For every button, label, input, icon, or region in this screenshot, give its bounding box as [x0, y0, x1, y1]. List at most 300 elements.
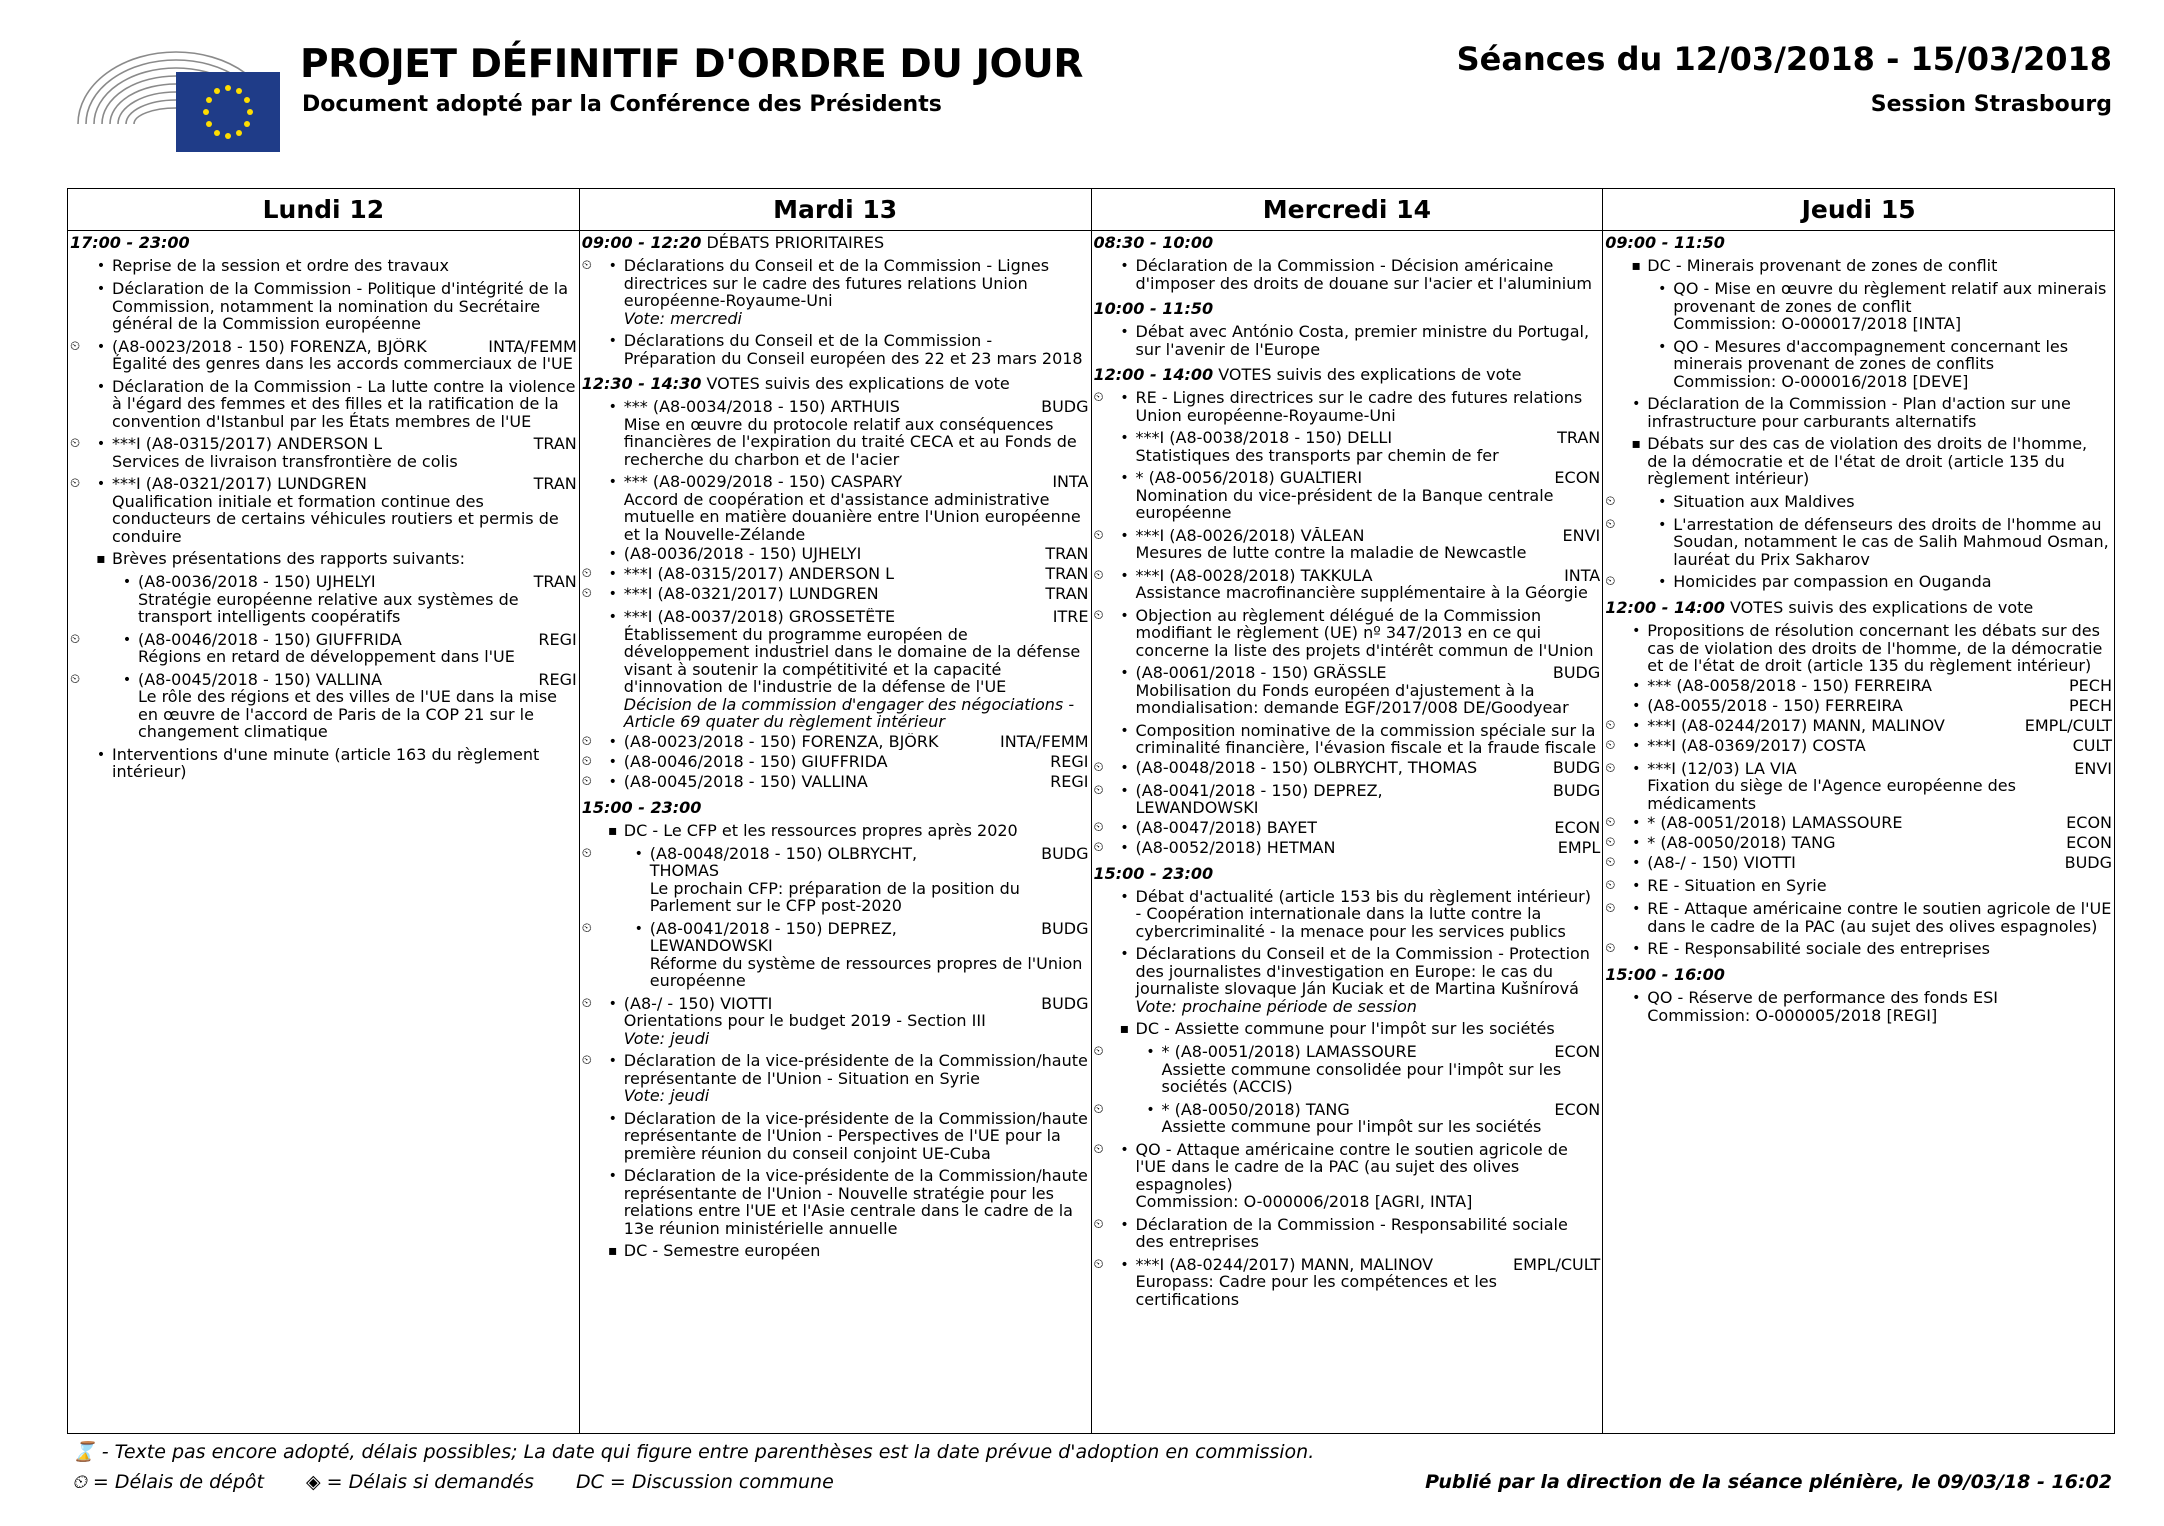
- agenda-item: [582, 565, 1089, 583]
- day-header: Jeudi 15: [1603, 189, 2114, 231]
- time-range: 15:00 - 23:00: [581, 797, 702, 817]
- item-note: Vote: jeudi: [623, 1028, 710, 1048]
- agenda-item: [582, 1052, 1089, 1105]
- committee-code: ITRE: [1052, 607, 1089, 626]
- deadline-clock-icon: ⏲: [581, 258, 592, 273]
- bullet-icon: •: [634, 845, 643, 862]
- item-reference-line: [1136, 782, 1601, 800]
- item-content: [1673, 516, 2112, 569]
- committee-code: BUDG: [1552, 757, 1601, 777]
- deadline-clock-icon: ⏲: [1605, 855, 1616, 870]
- item-content: [1136, 819, 1601, 837]
- bullet-icon: •: [1658, 338, 1667, 355]
- agenda-item: [1605, 834, 2112, 852]
- agenda-item: [582, 733, 1089, 751]
- bullet-icon: •: [1120, 782, 1129, 799]
- item-text: LEWANDOWSKI: [1135, 798, 1259, 817]
- item-text: Assiette commune pour l'impôt sur les sociétés: [1161, 1117, 1542, 1136]
- item-content: [624, 773, 1089, 791]
- item-content: [624, 753, 1089, 771]
- bullet-icon: •: [1146, 1044, 1155, 1060]
- time-slot: [1094, 234, 1601, 252]
- committee-code: TRAN: [533, 474, 577, 493]
- agenda-item: [582, 257, 1089, 327]
- item-content: [1136, 389, 1601, 424]
- item-text: Services de livraison transfrontière de colis: [112, 451, 458, 471]
- item-reference-line: [650, 845, 1089, 863]
- report-reference: (A8-0036/2018 - 150) UJHELYI: [138, 573, 376, 591]
- committee-code: INTA/FEMM: [488, 336, 577, 356]
- committee-code: PECH: [2069, 675, 2112, 695]
- report-reference: * (A8-0050/2018) TANG: [1161, 1100, 1350, 1118]
- item-text: DC - Le CFP et les ressources propres après 2020: [623, 820, 1018, 840]
- report-reference: ***I (A8-0315/2017) ANDERSON L: [623, 565, 895, 583]
- item-text: QO - Mesures d'accompagnement concernant les minerais provenant de zones de conflits: [1673, 336, 2069, 373]
- bullet-icon: •: [1632, 396, 1641, 412]
- item-reference-line: [1647, 834, 2112, 852]
- item-content: [624, 608, 1089, 731]
- agenda-item: [1094, 1141, 1601, 1211]
- agenda-item: [582, 920, 1089, 990]
- committee-code: TRAN: [533, 434, 577, 453]
- item-content: [138, 671, 577, 741]
- deadline-clock-icon: ⏲: [1605, 901, 1616, 916]
- agenda-item: [1605, 760, 2112, 813]
- report-reference: (A8-0023/2018 - 150) FORENZA, BJÖRK: [112, 337, 427, 355]
- agenda-item: [1094, 1101, 1601, 1136]
- legend-joint-discussion: DC = Discussion commune: [575, 1471, 834, 1493]
- item-reference-line: [1136, 429, 1601, 447]
- committee-code: ECON: [1554, 1042, 1601, 1061]
- agenda-item: [582, 845, 1089, 915]
- committee-code: EMPL: [1557, 837, 1601, 857]
- bullet-icon: •: [1120, 665, 1129, 681]
- item-text: RE - Situation en Syrie: [1647, 876, 1827, 895]
- deadline-clock-icon: ⏲: [581, 920, 592, 936]
- agenda-item: [1094, 1043, 1601, 1096]
- document-title: PROJET DÉFINITIF D'ORDRE DU JOUR: [300, 42, 1083, 87]
- item-content: [1673, 493, 2112, 511]
- item-reference-line: [624, 995, 1089, 1013]
- bullet-icon: •: [608, 258, 617, 274]
- bullet-icon: •: [1658, 281, 1667, 297]
- item-content: [1136, 722, 1601, 757]
- item-text: Le prochain CFP: préparation de la position du Parlement sur le CFP post-2020: [649, 878, 1020, 915]
- deadline-clock-icon: ⏲: [581, 995, 592, 1011]
- bullet-icon: •: [1632, 878, 1641, 894]
- time-slot: [582, 375, 1089, 393]
- item-text: Déclaration de la vice-présidente de la Commission/haute représentante de l'Union - Nouvelle stratégie pour les relations entre l'UE et l'Asie centrale dans le cadre de la 13e réunion ministérielle annuelle: [623, 1166, 1088, 1238]
- day-column: [1092, 189, 1604, 1433]
- time-range: 12:00 - 14:00: [1605, 598, 1725, 617]
- agenda-item: [582, 1167, 1089, 1237]
- report-reference: (A8-0041/2018 - 150) DEPREZ,: [1135, 781, 1383, 799]
- bullet-icon: •: [96, 746, 106, 763]
- item-content: [1647, 677, 2112, 695]
- deadline-clock-icon: ⏲: [70, 338, 81, 354]
- deadline-clock-icon: ⏲: [1093, 819, 1104, 835]
- bullet-icon: •: [1120, 1216, 1129, 1233]
- bullet-icon: •: [122, 574, 132, 590]
- item-reference-line: [1136, 839, 1601, 857]
- bullet-icon: •: [608, 995, 617, 1012]
- day-header: Mercredi 14: [1092, 189, 1603, 231]
- deadline-clock-icon: ⏲: [70, 476, 81, 491]
- bullet-icon: •: [1120, 527, 1129, 544]
- agenda-item: [582, 1110, 1089, 1163]
- time-slot-label: VOTES suivis des explications de vote: [706, 374, 1010, 393]
- committee-code: BUDG: [1041, 918, 1089, 938]
- item-reference-line: [1647, 737, 2112, 755]
- report-reference: ***I (12/03) LA VIA: [1647, 759, 1797, 777]
- item-content: [112, 338, 577, 373]
- deadline-clock-icon: ⏲: [70, 671, 81, 687]
- agenda-item: [582, 545, 1089, 563]
- item-text: DC - Assiette commune pour l'impôt sur les sociétés: [1135, 1019, 1555, 1038]
- item-reference-line: [624, 753, 1089, 771]
- agenda-item: [1094, 782, 1601, 817]
- item-content: [138, 573, 577, 626]
- item-text: Mesures de lutte contre la maladie de Newcastle: [1135, 543, 1527, 562]
- agenda-item: [1094, 1256, 1601, 1309]
- report-reference: *** (A8-0058/2018 - 150) FERREIRA: [1647, 676, 1932, 694]
- report-reference: (A8-0047/2018) BAYET: [1135, 818, 1318, 836]
- agenda-item: [1094, 607, 1601, 660]
- agenda-item: [1605, 854, 2112, 872]
- agenda-item: [1605, 697, 2112, 715]
- square-bullet-icon: ▪: [1119, 1021, 1130, 1037]
- item-text: Mise en œuvre du protocole relatif aux conséquences financières de l'expiration du traité CECA et au Fonds de recherche du charbon et de l'acier: [623, 414, 1077, 469]
- square-bullet-icon: ▪: [1631, 436, 1641, 452]
- item-text: Statistiques des transports par chemin de fer: [1135, 445, 1499, 465]
- time-range: 12:30 - 14:30: [581, 374, 702, 393]
- report-reference: ***I (A8-0369/2017) COSTA: [1647, 736, 1866, 754]
- item-reference-line: [1162, 1043, 1601, 1061]
- report-reference: ***I (A8-0315/2017) ANDERSON L: [112, 435, 383, 453]
- bullet-icon: •: [1632, 835, 1641, 851]
- item-text: Composition nominative de la commission spéciale sur la criminalité financière, l'évasion fiscale et la fraude fiscale: [1135, 720, 1597, 757]
- committee-code: INTA/FEMM: [1000, 731, 1089, 751]
- item-content: [1136, 759, 1601, 777]
- item-text: Régions en retard de développement dans l'UE: [138, 647, 515, 666]
- item-text: Déclarations du Conseil et de la Commission - Lignes directrices sur le cadre des futures relations Union européenne-Royaume-Uni: [623, 256, 1050, 310]
- item-content: [1162, 1043, 1601, 1096]
- item-content: [624, 545, 1089, 563]
- legend-deadline: ⏲ = Délais de dépôt: [72, 1471, 264, 1493]
- agenda-item: [70, 573, 577, 626]
- item-content: [1162, 1101, 1601, 1136]
- committee-code: TRAN: [1045, 564, 1089, 583]
- bullet-icon: •: [608, 546, 617, 562]
- agenda-item: [582, 822, 1089, 840]
- deadline-clock-icon: ⏲: [1093, 1216, 1104, 1232]
- bullet-icon: •: [608, 773, 617, 790]
- time-slot: [1094, 366, 1601, 384]
- bullet-icon: •: [1632, 697, 1641, 714]
- agenda-item: [70, 280, 577, 333]
- agenda-item: [70, 435, 577, 470]
- deadline-clock-icon: ⏲: [1093, 1044, 1104, 1059]
- time-slot-label: VOTES suivis des explications de vote: [1729, 598, 2034, 617]
- report-reference: (A8-0048/2018 - 150) OLBRYCHT,: [649, 844, 918, 862]
- item-content: [1136, 567, 1601, 602]
- item-text: Établissement du programme européen de développement industriel dans le domaine de la défense visant à soutenir la compétitivité et la capacité d'innovation de l'industrie de la défense de l'UE: [623, 624, 1081, 696]
- report-reference: (A8-0048/2018 - 150) OLBRYCHT, THOMAS: [1135, 758, 1478, 776]
- item-content: [112, 550, 577, 568]
- agenda-item: [1605, 280, 2112, 333]
- item-text: L'arrestation de défenseurs des droits de l'homme au Soudan, notamment le cas de Salih Mahmoud Osman, lauréat du Prix Sakharov: [1673, 514, 2109, 569]
- agenda-item: [70, 378, 577, 431]
- time-slot: [1605, 599, 2112, 617]
- item-text: Brèves présentations des rapports suivants:: [112, 549, 465, 568]
- item-reference-line: [650, 920, 1089, 938]
- agenda-item: [1094, 1216, 1601, 1251]
- bullet-icon: •: [1632, 677, 1641, 694]
- item-reference-line: [624, 733, 1089, 751]
- deadline-clock-icon: ⏲: [1093, 782, 1104, 798]
- item-text: Commission: O-000016/2018 [DEVE]: [1673, 371, 1969, 391]
- bullet-icon: •: [1632, 737, 1641, 754]
- item-content: [1136, 527, 1601, 562]
- time-slot: [1094, 300, 1601, 318]
- item-text: Accord de coopération et d'assistance administrative mutuelle en matière douanière entre l'Union européenne et la Nouvelle-Zélande: [623, 489, 1081, 544]
- square-bullet-icon: ▪: [1631, 258, 1641, 274]
- report-reference: * (A8-0051/2018) LAMASSOURE: [1647, 814, 1903, 832]
- deadline-clock-icon: ⏲: [1605, 717, 1616, 733]
- agenda-item: [1605, 989, 2112, 1024]
- item-reference-line: [1136, 1256, 1601, 1274]
- agenda-item: [1094, 759, 1601, 777]
- time-slot: [1605, 966, 2112, 984]
- agenda-item: [582, 753, 1089, 771]
- item-reference-line: [624, 585, 1089, 603]
- deadline-clock-icon: ⏲: [581, 566, 592, 581]
- agenda-item: [1605, 493, 2112, 511]
- item-content: [1673, 338, 2112, 391]
- item-text: QO - Attaque américaine contre le soutien agricole de l'UE dans le cadre de la PAC (au sujet des olives espagnoles): [1135, 1139, 1568, 1194]
- agenda-item: [70, 671, 577, 741]
- bullet-icon: •: [608, 753, 617, 770]
- report-reference: (A8-0052/2018) HETMAN: [1135, 838, 1336, 856]
- committee-code: REGI: [538, 669, 577, 689]
- deadline-clock-icon: ⏲: [581, 733, 592, 749]
- bullet-icon: •: [122, 631, 132, 648]
- time-slot: [1605, 234, 2112, 252]
- item-reference-line: [624, 773, 1089, 791]
- item-content: [624, 565, 1089, 583]
- deadline-clock-icon: ⏲: [581, 753, 592, 769]
- agenda-item: [582, 773, 1089, 791]
- item-text: Réforme du système de ressources propres de l'Union européenne: [649, 953, 1083, 990]
- deadline-clock-icon: ⏲: [1093, 759, 1104, 775]
- item-text: Le rôle des régions et des villes de l'UE dans la mise en œuvre de l'accord de Paris de la COP 21 sur le changement climatique: [138, 687, 557, 741]
- item-content: [1647, 877, 2112, 895]
- bullet-icon: •: [608, 1053, 617, 1069]
- bullet-icon: •: [1120, 607, 1129, 624]
- deadline-clock-icon: ⏲: [581, 845, 592, 861]
- item-text: Déclaration de la vice-présidente de la Commission/haute représentante de l'Union - Perspectives de l'UE pour la première réunion du conseil conjoint UE-Cuba: [623, 1108, 1088, 1163]
- report-reference: * (A8-0056/2018) GUALTIERI: [1135, 469, 1363, 487]
- item-text: Nomination du vice-président de la Banque centrale européenne: [1135, 485, 1554, 522]
- item-text: THOMAS: [649, 861, 720, 880]
- report-reference: *** (A8-0034/2018 - 150) ARTHUIS: [623, 398, 900, 416]
- agenda-item: [1094, 527, 1601, 562]
- item-content: [1136, 257, 1601, 292]
- agenda-item: [1094, 945, 1601, 1015]
- item-content: [624, 332, 1089, 367]
- item-text: LEWANDOWSKI: [649, 936, 773, 955]
- time-range: 12:00 - 14:00: [1093, 365, 1214, 384]
- item-text: Déclarations du Conseil et de la Commission - Protection des journalistes d'investigation en Europe: le cas du journaliste slovaque Ján Kuciak et de Martina Kušnírová: [1135, 944, 1590, 998]
- committee-code: CULT: [2072, 735, 2112, 755]
- bullet-icon: •: [1120, 390, 1129, 406]
- report-reference: (A8-0045/2018 - 150) VALLINA: [623, 772, 868, 790]
- time-range: 15:00 - 23:00: [1093, 863, 1214, 883]
- item-text: DC - Semestre européen: [623, 1241, 821, 1260]
- committee-code: REGI: [538, 629, 577, 649]
- square-bullet-icon: ▪: [608, 1243, 618, 1259]
- footer-published: Publié par la direction de la séance plénière, le 09/03/18 - 16:02: [1425, 1471, 2112, 1493]
- bullet-icon: •: [608, 474, 617, 490]
- committee-code: REGI: [1050, 751, 1089, 771]
- report-reference: (A8-/ - 150) VIOTTI: [623, 994, 773, 1012]
- report-reference: ***I (A8-0026/2018) VĂLEAN: [1135, 526, 1365, 544]
- deadline-clock-icon: ⏲: [1093, 839, 1104, 855]
- session-location: Session Strasbourg: [1870, 92, 2112, 117]
- bullet-icon: •: [1120, 430, 1129, 446]
- committee-code: TRAN: [1045, 544, 1089, 563]
- deadline-clock-icon: ⏲: [1093, 390, 1104, 405]
- agenda-item: [1605, 814, 2112, 832]
- committee-code: EMPL/CULT: [1513, 1254, 1601, 1274]
- committee-code: ECON: [2066, 833, 2112, 852]
- agenda-item: [582, 332, 1089, 367]
- agenda-item: [1605, 677, 2112, 695]
- agenda-item: [1094, 389, 1601, 424]
- item-content: [1136, 1020, 1601, 1038]
- item-content: [1647, 737, 2112, 755]
- item-content: [1136, 1256, 1601, 1309]
- legend-on-request: ◈ = Délais si demandés: [306, 1471, 534, 1493]
- item-text: RE - Attaque américaine contre le soutien agricole de l'UE dans le cadre de la PAC (au sujet des olives espagnoles): [1647, 899, 2112, 936]
- agenda-item: [1094, 323, 1601, 358]
- item-text: Assiette commune consolidée pour l'impôt sur les sociétés (ACCIS): [1161, 1059, 1562, 1096]
- item-content: [1647, 854, 2112, 872]
- agenda-item: [582, 585, 1089, 603]
- agenda-item: [1094, 839, 1601, 857]
- item-text: Objection au règlement délégué de la Commission modifiant le règlement (UE) nº 347/2013 en ce qui concerne la liste des projets d'intérêt commun de l'Union: [1135, 605, 1594, 660]
- report-reference: *** (A8-0029/2018 - 150) CASPARY: [623, 473, 903, 491]
- bullet-icon: •: [96, 258, 106, 274]
- item-content: [112, 475, 577, 545]
- item-content: [1647, 989, 2112, 1024]
- agenda-item: [1605, 622, 2112, 675]
- bullet-icon: •: [608, 733, 617, 750]
- agenda-grid: [67, 188, 2115, 1434]
- item-content: [112, 435, 577, 470]
- bullet-icon: •: [1632, 717, 1641, 734]
- committee-code: BUDG: [1552, 780, 1601, 800]
- item-content: [1136, 888, 1601, 941]
- item-content: [1136, 839, 1601, 857]
- item-note: Vote: mercredi: [623, 308, 742, 328]
- item-text: Orientations pour le budget 2019 - Section III: [623, 1011, 986, 1030]
- item-text: Reprise de la session et ordre des travaux: [112, 256, 449, 275]
- committee-code: ENVI: [1562, 525, 1601, 545]
- item-reference-line: [1647, 697, 2112, 715]
- bullet-icon: •: [96, 338, 106, 355]
- item-reference-line: [1647, 677, 2112, 695]
- agenda-item: [70, 746, 577, 781]
- session-dates: Séances du 12/03/2018 - 15/03/2018: [1456, 40, 2112, 78]
- day-body: [580, 231, 1091, 1433]
- item-text: Déclaration de la vice-présidente de la Commission/haute représentante de l'Union - Situation en Syrie: [623, 1051, 1088, 1088]
- bullet-icon: •: [1120, 819, 1129, 836]
- bullet-icon: •: [122, 671, 132, 688]
- bullet-icon: •: [608, 1110, 617, 1127]
- bullet-icon: •: [1632, 941, 1641, 957]
- item-content: [624, 1110, 1089, 1163]
- bullet-icon: •: [1120, 567, 1129, 584]
- bullet-icon: •: [634, 920, 643, 937]
- deadline-clock-icon: ⏲: [1093, 1256, 1104, 1272]
- report-reference: ***I (A8-0038/2018 - 150) DELLI: [1135, 429, 1393, 447]
- agenda-item: [1605, 717, 2112, 735]
- day-body: [1092, 231, 1603, 1433]
- deadline-clock-icon: ⏲: [1605, 516, 1616, 532]
- item-content: [1136, 945, 1601, 1015]
- time-range: 15:00 - 16:00: [1605, 965, 1725, 984]
- report-reference: ***I (A8-0244/2017) MANN, MALINOV: [1647, 716, 1945, 734]
- time-range: 09:00 - 12:20: [581, 233, 702, 252]
- item-reference-line: [1136, 759, 1601, 777]
- agenda-item: [582, 398, 1089, 468]
- item-text: Débat avec António Costa, premier ministre du Portugal, sur l'avenir de l'Europe: [1135, 322, 1590, 359]
- item-reference-line: [1136, 469, 1601, 487]
- report-reference: (A8-0036/2018 - 150) UJHELYI: [623, 545, 862, 563]
- bullet-icon: •: [1120, 324, 1129, 340]
- item-note: Vote: prochaine période de session: [1135, 996, 1417, 1016]
- item-content: [1673, 573, 2112, 591]
- item-text: Situation aux Maldives: [1673, 491, 1855, 511]
- item-content: [624, 995, 1089, 1048]
- deadline-clock-icon: ⏲: [70, 631, 81, 647]
- item-text: Déclaration de la Commission - Responsabilité sociale des entreprises: [1135, 1214, 1568, 1251]
- bullet-icon: •: [1632, 815, 1641, 831]
- item-text: Qualification initiale et formation continue des conducteurs de certains véhicules routiers et permis de conduire: [112, 491, 559, 546]
- report-reference: (A8-0023/2018 - 150) FORENZA, BJÖRK: [623, 732, 939, 750]
- bullet-icon: •: [608, 399, 617, 415]
- item-content: [112, 257, 577, 275]
- item-reference-line: [624, 565, 1089, 583]
- item-text: Fixation du siège de l'Agence européenne des médicaments: [1647, 776, 2016, 813]
- item-text: DC - Minerais provenant de zones de conflit: [1647, 256, 1998, 275]
- bullet-icon: •: [96, 378, 106, 395]
- item-content: [624, 585, 1089, 603]
- bullet-icon: •: [608, 566, 617, 582]
- committee-code: PECH: [2069, 695, 2112, 715]
- time-slot: [70, 234, 577, 252]
- item-content: [1136, 323, 1601, 358]
- deadline-clock-icon: ⏲: [1093, 1101, 1104, 1117]
- deadline-clock-icon: ⏲: [1093, 607, 1104, 623]
- committee-code: REGI: [1050, 771, 1089, 791]
- bullet-icon: •: [1632, 760, 1641, 777]
- agenda-item: [582, 608, 1089, 731]
- item-text: QO - Mise en œuvre du règlement relatif aux minerais provenant de zones de conflit: [1673, 279, 2107, 316]
- report-reference: (A8-0055/2018 - 150) FERREIRA: [1647, 696, 1903, 714]
- item-note: Décision de la commission d'engager des négociations - Article 69 quater du règlement intérieur: [623, 694, 1075, 731]
